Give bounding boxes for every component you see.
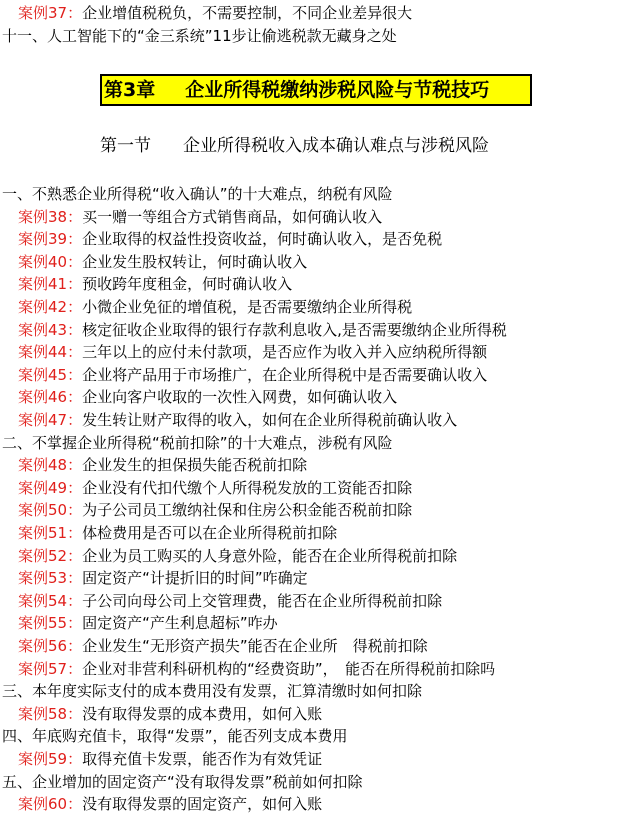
case-id: 案例37： — [18, 4, 83, 22]
case-text: 子公司向母公司上交管理费，能否在企业所得税前扣除 — [82, 591, 443, 610]
case-text: 买一赠一等组合方式销售商品，如何确认收入 — [82, 207, 383, 226]
section-heading: 三、本年度实际支付的成本费用没有发票，汇算清缴时如何扣除 — [2, 682, 423, 701]
case-text: 企业将产品用于市场推广，在企业所得税中是否需要确认收入 — [82, 365, 488, 384]
case-text: 为子公司员工缴纳社保和住房公积金能否税前扣除 — [82, 501, 413, 520]
list-item — [18, 2, 412, 24]
case-text: 企业发生股权转让，何时确认收入 — [82, 252, 308, 271]
section-number: 第一节 — [100, 136, 151, 156]
case-id: 案例49： — [18, 478, 83, 497]
case-id: 案例45： — [18, 365, 83, 384]
section-title — [100, 134, 489, 158]
list-item — [18, 522, 337, 544]
list-item — [18, 703, 322, 725]
case-id: 案例47： — [18, 411, 83, 429]
case-id: 案例46： — [18, 388, 83, 407]
list-item — [18, 635, 428, 657]
case-text: 三年以上的应付未付款项，是否应作为收入并入应纳税所得额 — [82, 343, 488, 362]
case-text: 没有取得发票的成本费用，如何入账 — [82, 704, 323, 723]
case-text: 企业发生“无形资产损失”能否在企业所 得税前扣除 — [82, 637, 428, 655]
list-item — [18, 364, 487, 386]
list-item — [18, 658, 495, 680]
section-heading: 一、不熟悉企业所得税“收入确认”的十大难点，纳税有风险 — [2, 185, 393, 203]
case-text: 企业没有代扣代缴个人所得税发放的工资能否扣除 — [82, 478, 413, 497]
case-id: 案例44： — [18, 343, 83, 362]
case-text: 没有取得发票的固定资产，如何入账 — [82, 795, 323, 814]
list-item — [18, 251, 307, 273]
list-item — [18, 567, 308, 589]
chapter-title-text: 企业所得税缴纳涉税风险与节税技巧 — [185, 79, 490, 101]
section-heading: 五、企业增加的固定资产“没有取得发票”税前如何扣除 — [2, 772, 363, 791]
list-item — [18, 748, 322, 770]
case-id: 案例54： — [18, 591, 83, 610]
list-item — [18, 319, 507, 341]
case-id: 案例59： — [18, 750, 83, 768]
case-text: 发生转让财产取得的收入，如何在企业所得税前确认收入 — [82, 411, 458, 429]
case-text: 企业取得的权益性投资收益，何时确认收入，是否免税 — [82, 230, 443, 249]
case-text: 核定征收企业取得的银行存款利息收入,是否需要缴纳企业所得税 — [82, 320, 507, 339]
section-heading: 十一、人工智能下的“金三系统”11步让偷逃税款无藏身之处 — [2, 27, 397, 45]
list-item — [18, 499, 412, 521]
case-text: 预收跨年度租金，何时确认收入 — [82, 275, 293, 294]
case-id: 案例38： — [18, 207, 83, 226]
case-text: 企业增值税税负，不需要控制，不同企业差异很大 — [82, 4, 413, 22]
case-id: 案例52： — [18, 546, 83, 565]
case-id: 案例41： — [18, 275, 83, 294]
case-id: 案例58： — [18, 704, 83, 723]
list-item — [18, 545, 457, 567]
case-text: 企业发生的担保损失能否税前扣除 — [82, 456, 308, 475]
case-text: 小微企业免征的增值税，是否需要缴纳企业所得税 — [82, 298, 413, 316]
section-heading: 二、不掌握企业所得税“税前扣除”的十大难点，涉税有风险 — [2, 433, 393, 452]
chapter-number: 第3章 — [104, 79, 156, 101]
case-id: 案例50： — [18, 501, 83, 520]
case-text: 企业对非营利科研机构的“经费资助”， 能否在所得税前扣除吗 — [82, 659, 496, 678]
case-text: 固定资产“产生利息超标”咋办 — [82, 614, 278, 633]
case-id: 案例53： — [18, 569, 83, 588]
list-item — [18, 612, 278, 634]
list-item — [18, 206, 382, 228]
list-item — [18, 454, 307, 476]
list-item — [18, 477, 412, 499]
case-id: 案例55： — [18, 614, 83, 633]
list-item — [18, 341, 487, 363]
list-item — [18, 409, 457, 431]
list-item — [18, 793, 322, 815]
case-text: 企业向客户收取的一次性入网费，如何确认收入 — [82, 388, 398, 407]
case-id: 案例43： — [18, 320, 83, 339]
case-text: 企业为员工购买的人身意外险，能否在企业所得税前扣除 — [82, 546, 458, 565]
case-id: 案例48： — [18, 456, 83, 475]
case-text: 取得充值卡发票，能否作为有效凭证 — [82, 750, 323, 768]
case-id: 案例39： — [18, 230, 83, 249]
list-item — [18, 590, 442, 612]
case-id: 案例56： — [18, 637, 83, 655]
section-heading: 四、年底购充值卡，取得“发票”，能否列支成本费用 — [2, 727, 348, 746]
case-id: 案例51： — [18, 524, 83, 542]
case-id: 案例60： — [18, 795, 83, 814]
case-id: 案例40： — [18, 252, 83, 271]
case-id: 案例57： — [18, 659, 83, 678]
chapter-title — [100, 74, 532, 106]
case-text: 体检费用是否可以在企业所得税前扣除 — [82, 524, 338, 542]
list-item — [18, 386, 397, 408]
section-title-text: 企业所得税收入成本确认难点与涉税风险 — [183, 136, 489, 156]
case-id: 案例42： — [18, 298, 83, 316]
list-item — [18, 228, 442, 250]
list-item — [18, 296, 412, 318]
list-item — [18, 273, 292, 295]
case-text: 固定资产“计提折旧的时间”咋确定 — [82, 569, 308, 588]
